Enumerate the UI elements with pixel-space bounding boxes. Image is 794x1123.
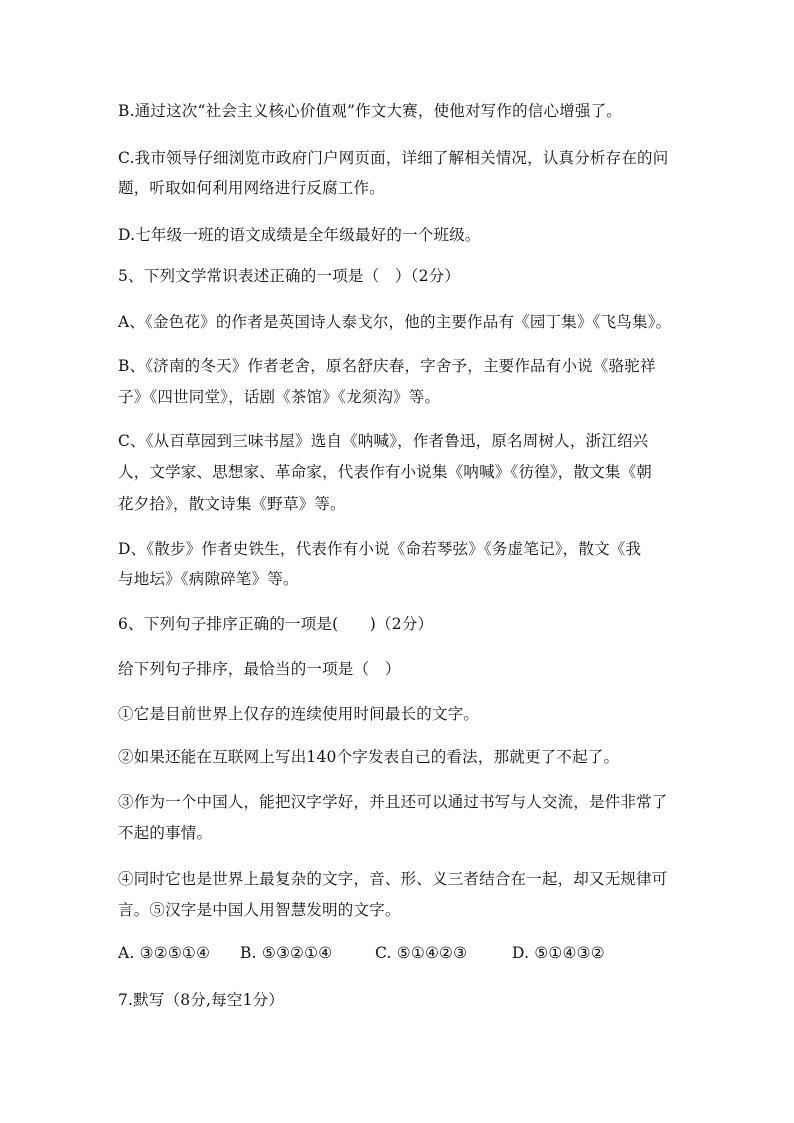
option-d-line: D.七年级一班的语文成绩是全年级最好的一个班级。: [118, 226, 481, 244]
question-6-instruction: 给下列句子排序，最恰当的一项是（ ）: [118, 660, 401, 678]
sentence-2: ②如果还能在互联网上写出140个字发表自己的看法，那就更了不起了。: [118, 748, 620, 766]
q5-option-c-line-1: C、《从百草园到三味书屋》选自《呐喊》，作者鲁迅，原名周树人，浙江绍兴: [118, 432, 649, 450]
option-c-line-2: 题，听取如何利用网络进行反腐工作。: [118, 179, 385, 197]
q6-choices: [118, 943, 718, 963]
sentence-1: ①它是目前世界上仅存的连续使用时间最长的文字。: [118, 705, 480, 723]
q6-choice-a: A. ③②⑤①④: [118, 944, 211, 962]
q5-option-a: A、《金色花》的作者是英国诗人泰戈尔，他的主要作品有《园丁集》《飞鸟集》。: [118, 313, 672, 331]
option-b-line: B.通过这次“社会主义核心价值观”作文大赛，使他对写作的信心增强了。: [118, 102, 622, 120]
q5-option-b-line-1: B、《济南的冬天》作者老舍，原名舒庆春，字舍予，主要作品有小说《骆驼祥: [118, 357, 656, 375]
q5-option-b-line-2: 子》《四世同堂》，话剧《茶馆》《龙须沟》等。: [118, 388, 441, 406]
q6-choice-b: B. ⑤③②①④: [240, 944, 333, 962]
option-c-line-1: C.我市领导仔细浏览市政府门户网页面，详细了解相关情况，认真分析存在的问: [118, 149, 669, 167]
q5-option-d-line-1: D、《散步》作者史铁生，代表作有小说《命若琴弦》《务虚笔记》，散文《我: [118, 540, 642, 558]
question-5-stem: 5、下列文学常识表述正确的一项是（ ）（2分）: [118, 267, 461, 285]
q6-choice-d: D. ⑤①④③②: [512, 944, 605, 962]
sentence-4-line-2: 言。⑤汉字是中国人用智慧发明的文字。: [118, 901, 401, 919]
question-6-stem: 6、下列句子排序正确的一项是( )（2分）: [118, 615, 434, 633]
section-7-heading: 7.默写（8分,每空1分）: [118, 991, 285, 1009]
q5-option-c-line-3: 花夕拾》，散文诗集《野草》等。: [118, 495, 346, 513]
sentence-4-line-1: ④同时它也是世界上最复杂的文字，音、形、义三者结合在一起，却又无规律可: [118, 870, 668, 888]
sentence-3-line-1: ③作为一个中国人，能把汉字学好，并且还可以通过书写与人交流，是件非常了: [118, 793, 668, 811]
q5-option-c-line-2: 人，文学家、思想家、革命家，代表作有小说集《呐喊》《彷徨》，散文集《朝: [118, 463, 653, 481]
q6-choice-c: C. ⑤①④②③: [375, 944, 468, 962]
q5-option-d-line-2: 与地坛》《病隙碎笔》等。: [118, 570, 299, 588]
sentence-3-line-2: 不起的事情。: [118, 824, 213, 842]
